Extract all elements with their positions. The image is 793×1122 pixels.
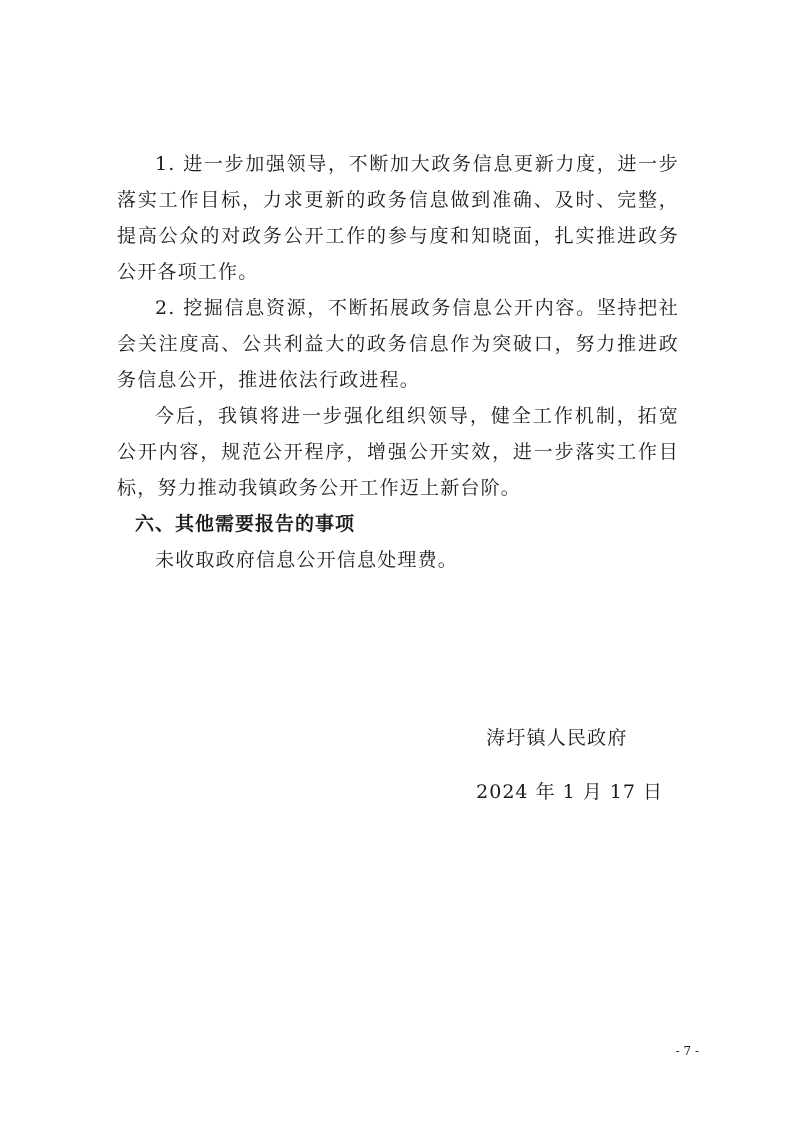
page-number: - 7 -	[675, 1044, 699, 1058]
section-text-fees: 未收取政府信息公开信息处理费。	[155, 549, 459, 571]
document-body	[117, 146, 679, 578]
section-heading-other-matters: 六、其他需要报告的事项	[135, 513, 356, 535]
paragraph-measure-1: 1. 进一步加强领导，不断加大政务信息更新力度，进一步落实工作目标，力求更新的政务信息做到准确、及时、完整，提高公众的对政务公开工作的参与度和知晓面，扎实推进政务公开各项工作。	[117, 153, 679, 283]
signature-block	[476, 720, 663, 810]
paragraph-measure-2: 2. 挖掘信息资源，不断拓展政务信息公开内容。坚持把社会关注度高、公共利益大的政务信息作为突破口，努力推进政务信息公开，推进依法行政进程。	[117, 297, 679, 391]
paragraph-outlook: 今后，我镇将进一步强化组织领导，健全工作机制，拓宽公开内容，规范公开程序，增强公开实效，进一步落实工作目标，努力推动我镇政务公开工作迈上新台阶。	[117, 405, 679, 499]
signature-organization: 涛圩镇人民政府	[486, 727, 628, 749]
signature-date: 2024 年 1 月 17 日	[476, 781, 663, 803]
